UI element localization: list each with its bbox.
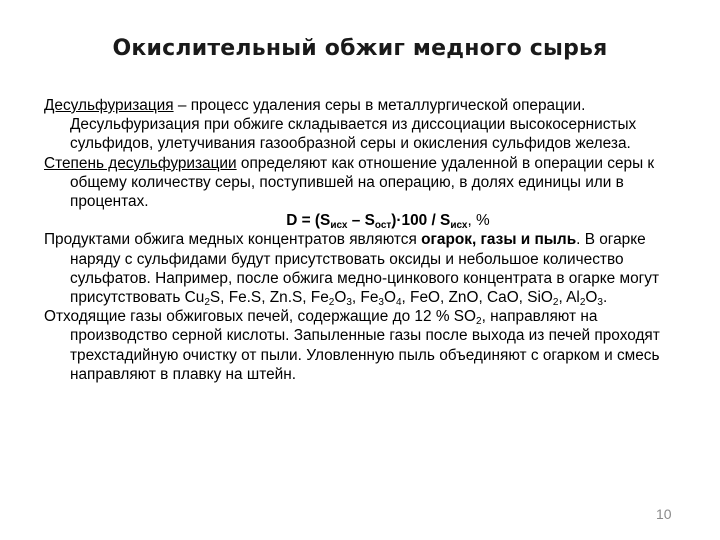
products-text: , FeO, ZnO, CaO, SiO: [401, 289, 553, 307]
paragraph-desulfurization: [44, 96, 692, 154]
subscript: 3: [378, 297, 384, 309]
products-lead: Продуктами обжига медных концентратов являются: [44, 231, 422, 249]
formula-part: D = (S: [286, 212, 331, 230]
products-text: .: [602, 289, 608, 307]
subscript: 2: [204, 297, 210, 309]
products-text: O: [383, 289, 396, 307]
gases-lead: Отходящие газы обжиговых печей, содержащие до 12 % SO: [44, 308, 477, 326]
formula-part: , %: [467, 212, 490, 230]
subscript: 2: [328, 297, 335, 309]
subscript: 4: [395, 297, 402, 309]
formula-subscript: исх: [450, 220, 468, 232]
products-text: , Fe: [351, 289, 379, 307]
slide-body: [44, 96, 692, 384]
products-text: O: [334, 289, 347, 307]
subscript: 2: [579, 297, 586, 309]
slide-title: Окислительный обжиг медного сырья: [112, 36, 608, 61]
products-text: , Al: [558, 289, 580, 307]
subscript: 3: [346, 297, 352, 309]
formula-subscript: исх: [330, 220, 348, 232]
subscript: 3: [597, 297, 603, 309]
paragraph-degree: [44, 154, 692, 212]
term-degree-of-desulfurization: Степень десульфуризации: [44, 154, 237, 172]
formula-part: – S: [347, 212, 375, 230]
products-text: S, Fe.S, Zn.S, Fe: [209, 289, 329, 307]
formula-part: )·100 / S: [391, 212, 451, 230]
term-desulfurization: Десульфуризация: [44, 97, 174, 114]
subscript: 2: [552, 297, 559, 309]
subscript: 2: [476, 316, 482, 328]
formula: [44, 211, 692, 230]
paragraph-gases: [44, 307, 692, 384]
degree-definition: определяют как отношение удаленной в операции серы к общему количеству серы, поступившей на операцию, в долях единицы или в процентах.: [70, 154, 655, 211]
formula-subscript: ост: [374, 220, 392, 232]
page-number: 10: [656, 506, 672, 522]
products-emphasis: огарок, газы и пыль: [421, 231, 577, 249]
paragraph-products: [44, 230, 692, 307]
products-text: . В огарке наряду с сульфидами будут присутствовать оксиды и небольшое количество сульфатов. Например, после обжига медно-цинкового концентрата в огарке могут присутствовать Cu: [70, 231, 659, 307]
gases-text: , направляют на производство серной кислоты. Запыленные газы после выхода из печей проходят трехстадийную очистку от пыли. Уловленную пыль объединяют с огарком и смесь направляют в плавку на штейн.: [70, 308, 660, 383]
desulfurization-definition: – процесс удаления серы в металлургической операции. Десульфуризация при обжиге складывается из диссоциации высокосернистых сульфидов, улетучивания газообразной серы и окисления сульфидов железа.: [70, 97, 637, 153]
products-text: O: [585, 289, 598, 307]
